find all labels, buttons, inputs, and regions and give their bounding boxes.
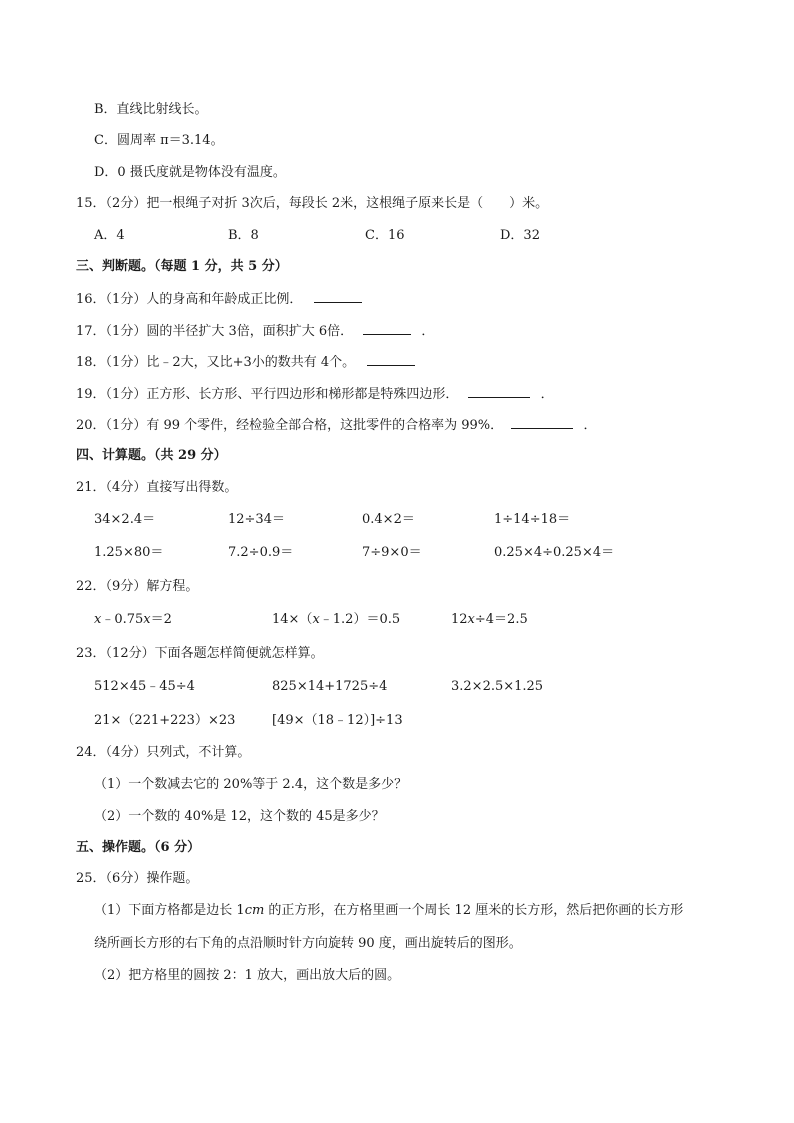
q21-r2-c4: 0.25×4÷0.25×4＝ <box>494 545 615 560</box>
q23-r2-c2: [49×（18﹣12）]÷13 <box>272 713 403 728</box>
q21-r1-c2: 12÷34＝ <box>228 512 285 527</box>
q25-part-2: （2）把方格里的圆按 2：1 放大，画出放大后的圆。 <box>94 968 401 983</box>
q22-eq1-var: x <box>94 612 102 627</box>
q22-eq2-rhs: ﹣1.2）＝0.5 <box>319 612 401 627</box>
q19 <box>76 385 554 404</box>
section-4-title: 四、计算题。（共 29 分） <box>76 448 227 463</box>
q16-text: 16．（1分）人的身高和年龄成正比例． <box>76 292 303 307</box>
q22-eq3-rhs: ÷4＝2.5 <box>474 612 528 627</box>
q15-stem: 15．（2分）把一根绳子对折 3次后，每段长 2米，这根绳子原来长是（ ）米。 <box>76 196 549 211</box>
q17-answer-blank[interactable] <box>363 322 411 335</box>
q25-p1-unit: cm <box>244 903 265 918</box>
q17-text: 17．（1分）圆的半径扩大 3倍，面积扩大 6倍． <box>76 324 354 339</box>
q19-text: 19．（1分）正方形、长方形、平行四边形和梯形都是特殊四边形． <box>76 387 459 402</box>
q23-r2-c1: 21×（221+223）×23 <box>94 713 236 728</box>
q15-option-d: D．32 <box>500 228 540 243</box>
q16-answer-blank[interactable] <box>314 290 362 303</box>
q18 <box>76 353 415 372</box>
q22-eq3-var: x <box>467 612 475 627</box>
q22-equation-1 <box>94 611 172 629</box>
q15-option-c: C．16 <box>365 228 405 243</box>
section-5-title: 五、操作题。（6 分） <box>76 840 201 855</box>
q19-answer-blank[interactable] <box>468 385 530 398</box>
q25-p1-text-b: 的正方形，在方格里画一个周长 12 厘米的长方形，然后把你画的长方形 <box>264 903 684 918</box>
q21-r1-c4: 1÷14÷18＝ <box>494 512 571 527</box>
section-3-title: 三、判断题。（每题 1 分，共 5 分） <box>76 259 288 274</box>
q19-end: ． <box>540 387 554 402</box>
q22-equation-3 <box>451 611 528 629</box>
q25-part-1-line-1 <box>94 902 683 920</box>
q22-eq2-var: x <box>312 612 320 627</box>
q18-answer-blank[interactable] <box>367 353 415 366</box>
q24-part-1: （1）一个数减去它的 20%等于 2.4，这个数是多少？ <box>94 777 408 792</box>
q21-r2-c2: 7.2÷0.9＝ <box>228 545 294 560</box>
q22-eq3-coef: 12 <box>451 612 468 627</box>
q24-part-2: （2）一个数的 40%是 12，这个数的 45是多少？ <box>94 809 385 824</box>
q17 <box>76 322 434 341</box>
q22-eq1-coef: ﹣0.75 <box>101 612 144 627</box>
q21-r2-c3: 7÷9×0＝ <box>362 545 422 560</box>
q15-option-b: B．8 <box>228 228 259 243</box>
q14-option-b: B．直线比射线长。 <box>94 102 208 117</box>
q22-equation-2 <box>272 611 400 629</box>
q22-eq1-var2: x <box>143 612 151 627</box>
q21-stem: 21．（4分）直接写出得数。 <box>76 480 238 495</box>
q17-end: ． <box>421 324 435 339</box>
q22-stem: 22．（9分）解方程。 <box>76 579 199 594</box>
q24-stem: 24．（4分）只列式，不计算。 <box>76 745 251 760</box>
q22-eq1-rhs: ＝2 <box>150 612 172 627</box>
q25-stem: 25．（6分）操作题。 <box>76 871 199 886</box>
q18-text: 18．（1分）比﹣2大，又比+3小的数共有 4个。 <box>76 355 356 370</box>
q14-option-d: D．0 摄氏度就是物体没有温度。 <box>94 165 286 180</box>
q20-answer-blank[interactable] <box>511 416 573 429</box>
q23-r1-c1: 512×45﹣45÷4 <box>94 679 195 694</box>
q15-option-a: A．4 <box>94 228 125 243</box>
q20 <box>76 416 596 435</box>
q21-r1-c3: 0.4×2＝ <box>362 512 415 527</box>
q21-r1-c1: 34×2.4＝ <box>94 512 156 527</box>
q23-stem: 23．（12分）下面各题怎样简便就怎样算。 <box>76 646 324 661</box>
q23-r1-c3: 3.2×2.5×1.25 <box>451 679 544 694</box>
q14-option-c: C．圆周率 π＝3.14。 <box>94 133 224 148</box>
q21-r2-c1: 1.25×80＝ <box>94 545 164 560</box>
q25-p1-text-a: （1）下面方格都是边长 1 <box>94 903 245 918</box>
q20-text: 20．（1分）有 99 个零件，经检验全部合格，这批零件的合格率为 99%． <box>76 418 504 433</box>
q22-eq2-lhs: 14×（ <box>272 612 313 627</box>
q23-r1-c2: 825×14+1725÷4 <box>272 679 388 694</box>
q20-end: ． <box>583 418 597 433</box>
q25-part-1-line-2: 绕所画长方形的右下角的点沿顺时针方向旋转 90 度，画出旋转后的图形。 <box>94 936 522 951</box>
q16 <box>76 290 362 309</box>
